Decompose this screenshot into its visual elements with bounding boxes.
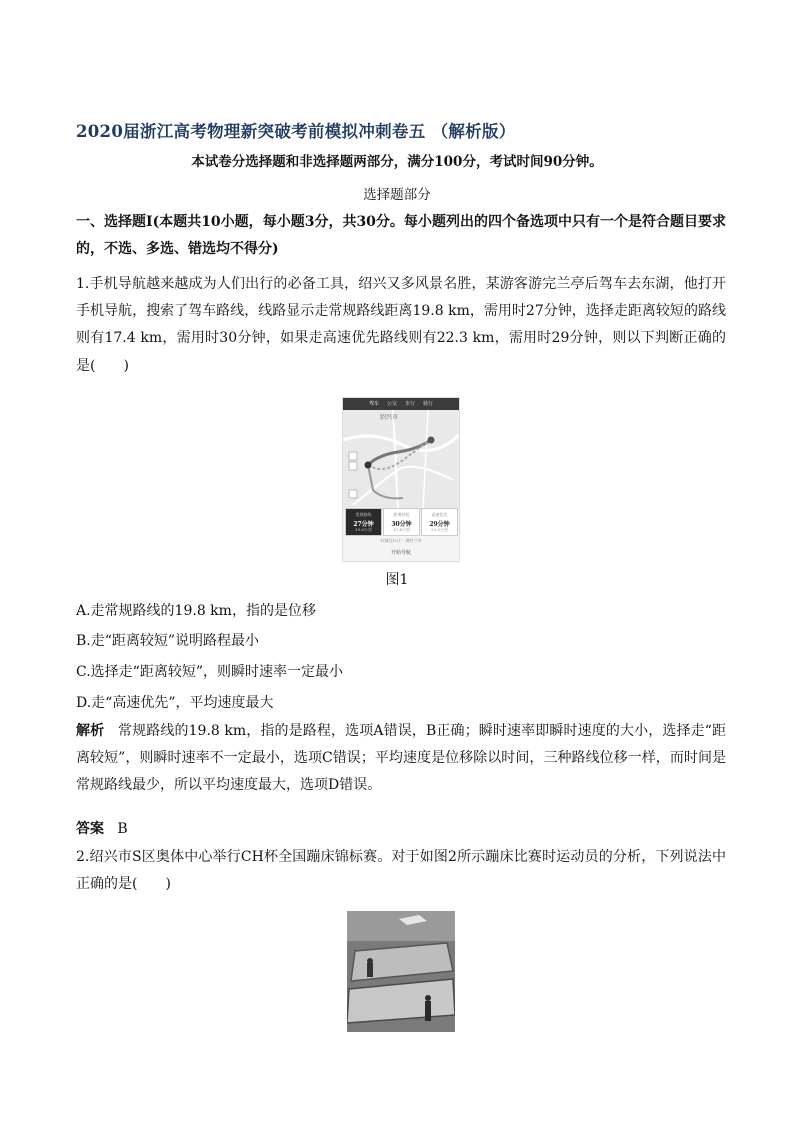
route-map [343, 410, 459, 510]
exam-info: 本试卷分选择题和非选择题两部分，满分100分，考试时间90分钟。 [191, 154, 603, 170]
navigation-map-figure [342, 397, 460, 562]
tab-bike: 骑行 [423, 401, 434, 407]
route-tag: 常规路线 [355, 512, 372, 517]
route-card-regular [345, 508, 382, 536]
answer-value: B [117, 821, 128, 837]
route-summary: 红绿灯10个 · 途经兰亭 [380, 538, 422, 543]
trampoline-photo [347, 911, 455, 1032]
trampoline-scene [347, 911, 455, 1032]
question-2-stem: 2.绍兴市S区奥体中心举行CH杯全国蹦床锦标赛。对于如图2所示蹦床比赛时运动员的分析，下列说法中正确的是( ) [76, 849, 726, 893]
tab-bus: 公交 [387, 401, 398, 407]
option-c: C.选择走“距离较短”，则瞬时速率一定最小 [76, 664, 343, 680]
answer-label: 答案 [76, 821, 104, 837]
start-navigation-label: 开始导航 [390, 550, 411, 556]
question-1-stem: 1.手机导航越来越成为人们出行的必备工具，绍兴又多风景名胜，某游客游完兰亭后驾车去东湖，他打开手机导航，搜索了驾车路线，线路显示走常规路线距离19.8 km，需用时27分钟，选择走距离较短的路线则有17.4 km，需用时30分钟，如果走高速优先路线则有22.3 km，需用时29分钟，则以下判断正确的是( ) [76, 276, 726, 374]
route-distance: 19.8公里 [355, 527, 372, 532]
route-distance: 17.4公里 [393, 527, 410, 532]
part-instructions: 一、选择题Ⅰ(本题共10小题，每小题3分，共30分。每小题列出的四个备选项中只有一个是符合题目要求的，不选、多选、错选均不得分) [76, 214, 726, 258]
route-tag: 高速优先 [431, 512, 448, 517]
question-1-answer [76, 818, 128, 838]
question-1-analysis [76, 718, 726, 800]
option-a: A.走常规路线的19.8 km，指的是位移 [76, 603, 316, 619]
end-marker [428, 437, 435, 444]
analysis-text: 常规路线的19.8 km，指的是路程，选项A错误，B正确；瞬时速率即瞬时速度的大小，选择走“距离较短”，则瞬时速率不一定最小，选项C错误；平均速度是位移除以时间，三种路线位移一样，而时间是常规路线最少，所以平均速度最大，选项D错误。 [76, 723, 727, 794]
map-city-label: 绍兴市 [380, 414, 399, 421]
document-title: 2020届浙江高考物理新突破考前模拟冲刺卷五 （解析版） [76, 122, 516, 141]
map-tab-bar [343, 398, 459, 410]
tab-drive: 驾车 [369, 401, 380, 407]
route-tag: 距离较短 [393, 512, 410, 517]
start-marker [365, 462, 372, 469]
figure-1-caption: 图1 [385, 572, 409, 588]
route-card-highway [421, 508, 458, 536]
route-options [345, 508, 457, 534]
option-b: B.走“距离较短”说明路程最小 [76, 633, 260, 649]
option-d: D.走“高速优先”，平均速度最大 [76, 695, 274, 711]
route-card-shortest [383, 508, 420, 536]
route-distance: 22.3公里 [431, 527, 448, 532]
tab-walk: 步行 [405, 401, 416, 407]
route-time: 27分钟 [353, 521, 374, 528]
analysis-label: 解析 [76, 723, 105, 739]
route-time: 30分钟 [391, 521, 412, 528]
section-heading: 选择题部分 [363, 187, 431, 203]
route-time: 29分钟 [429, 521, 450, 528]
